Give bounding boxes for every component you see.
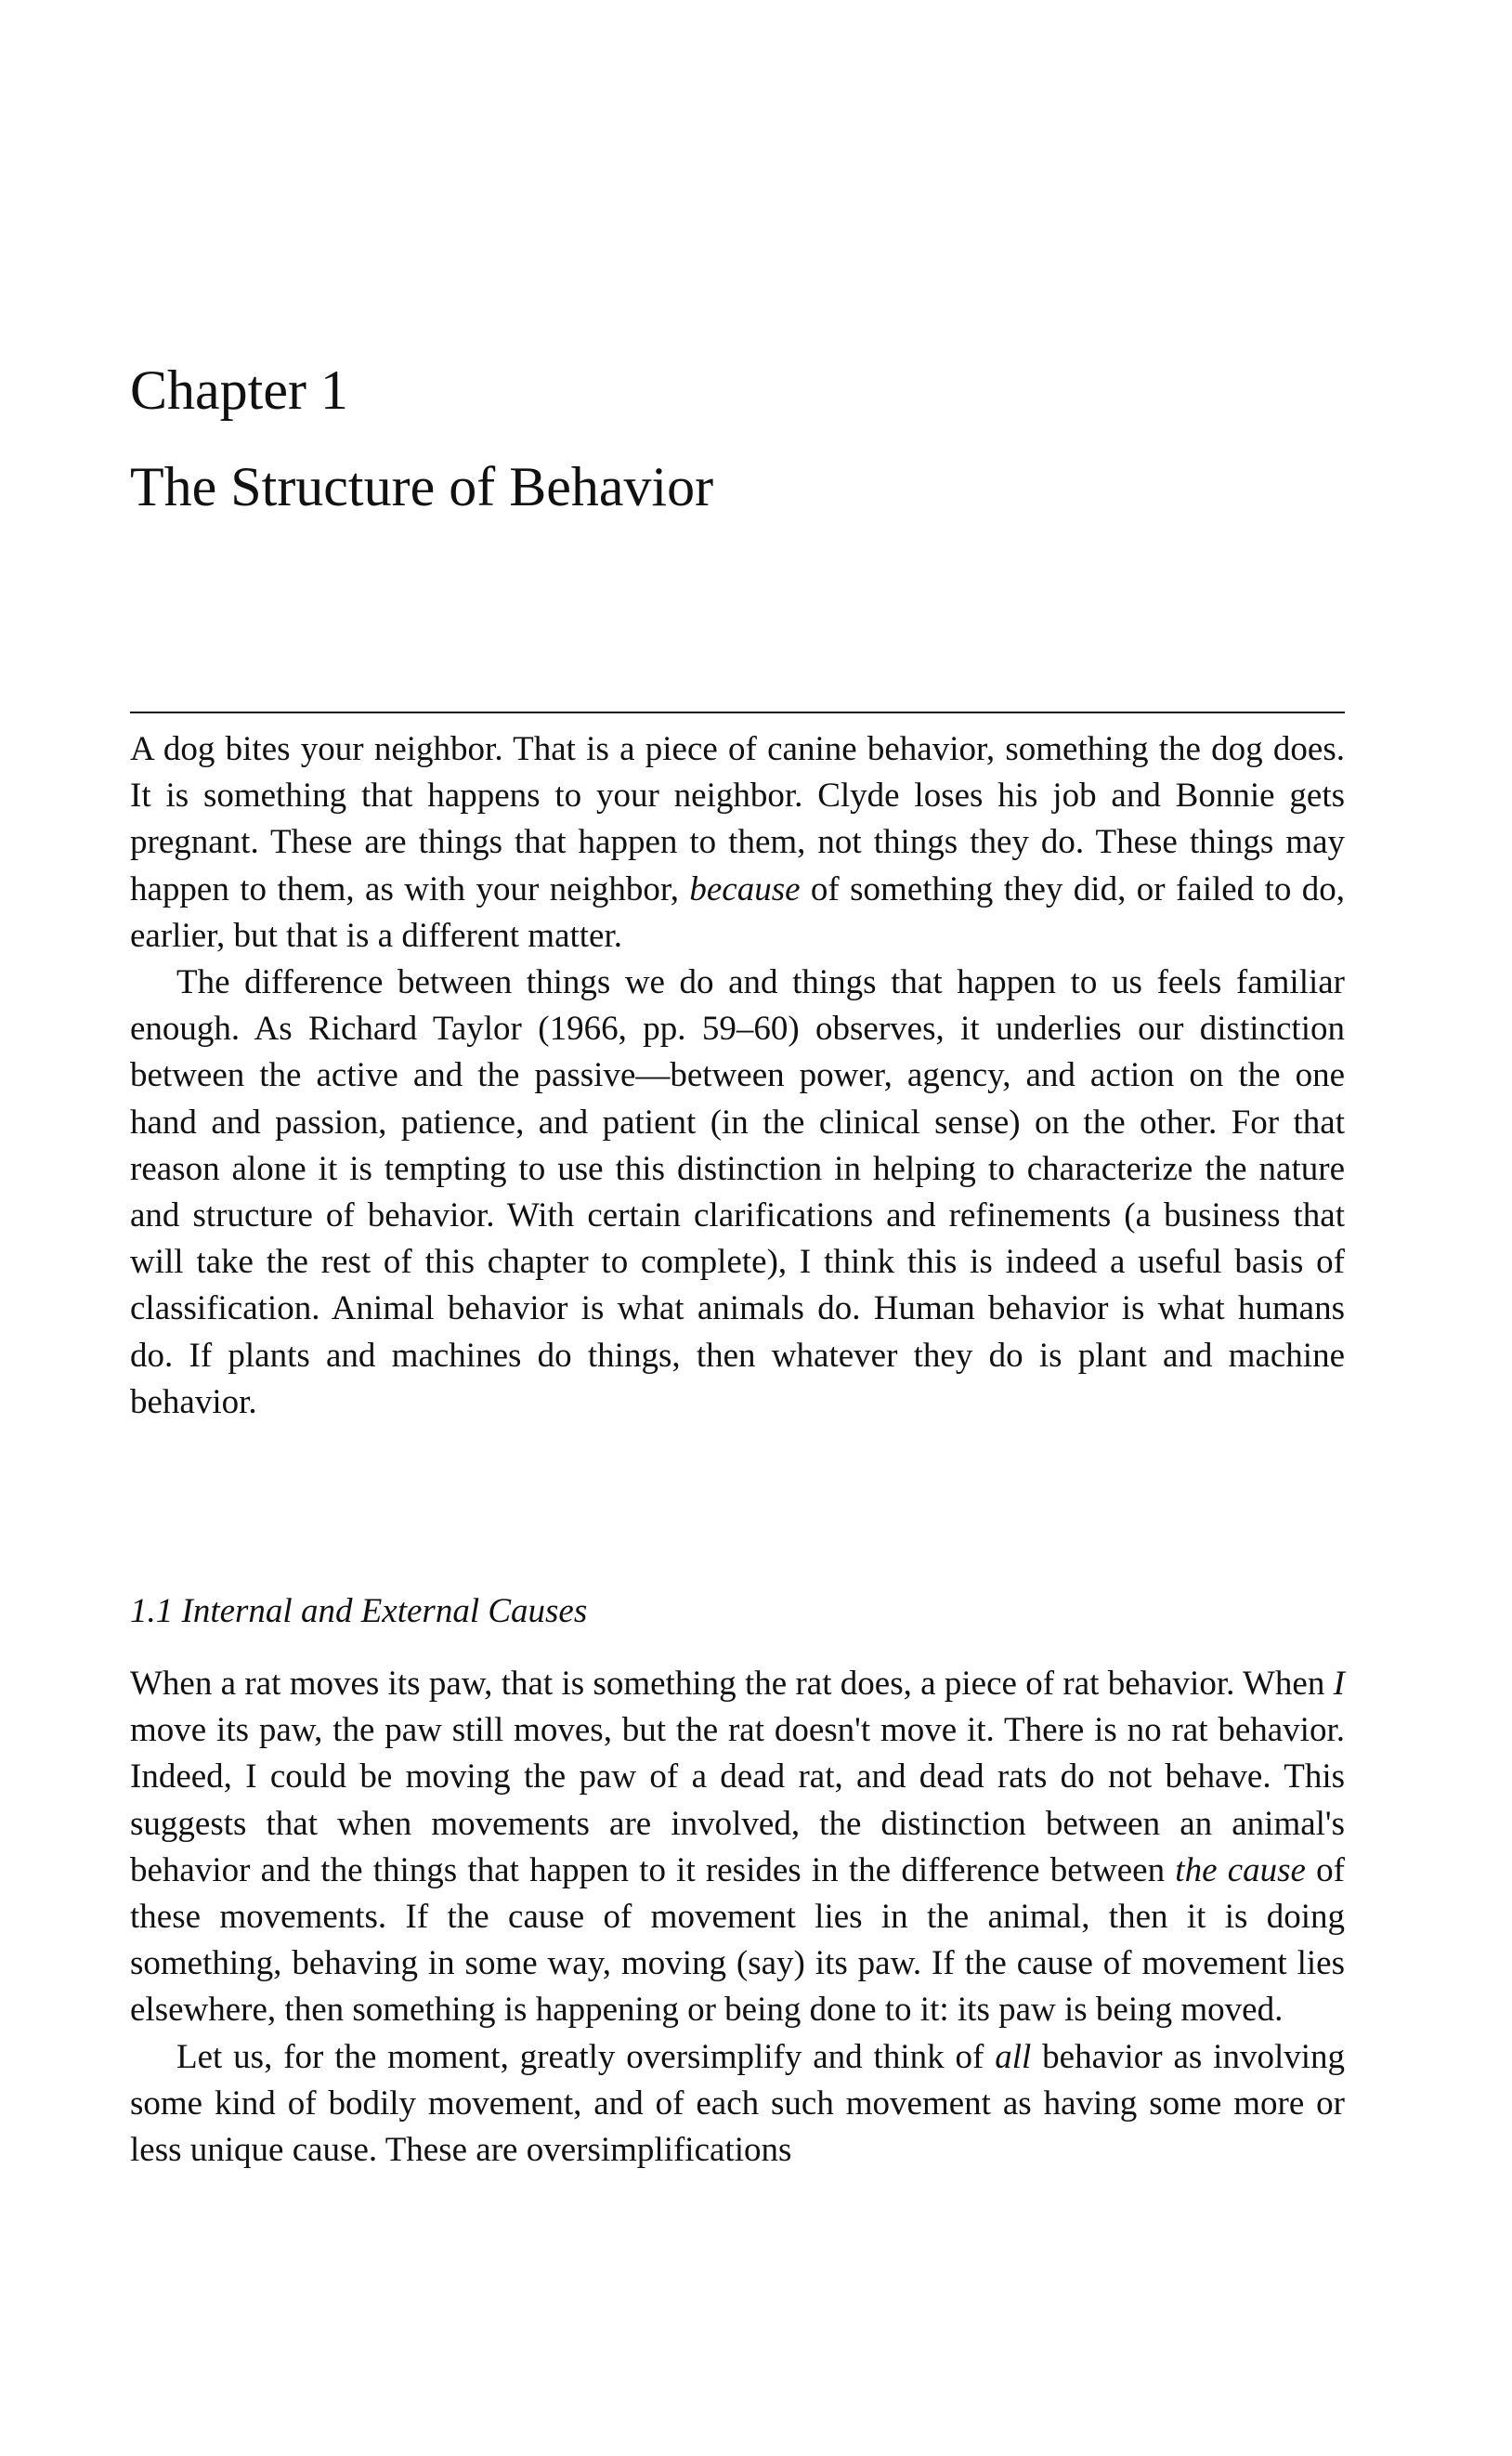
section-paragraph-1 — [130, 1661, 1345, 2034]
section-paragraph-2-part-b: behavior as involving some kind of bodily movement, and of each such movement as having some more or less unique cause. These are oversimplifications — [130, 2037, 1346, 2170]
intro-text — [130, 726, 1345, 1426]
section-paragraph-2-part-a: Let us, for the moment, greatly oversimplify and think of — [176, 2037, 996, 2076]
section-paragraph-1-part-c: of these movements. If the cause of movement lies in the animal, then it is doing something, behaving in some way, moving (say) its paw. If the cause of movement lies elsewhere, then something is happening or being done to it: its paw is being moved. — [130, 1850, 1346, 2030]
section-paragraph-1-part-b: move its paw, the paw still moves, but the rat doesn't move it. There is no rat behavior. Indeed, I could be moving the paw of a dead rat, and dead rats do not behave. This suggests that when movements are involved, the distinction between an animal's behavior and the things that happen to it resides in the difference between — [130, 1711, 1345, 1889]
intro-paragraph-1-part-b: of something they did, or failed to do, earlier, but that is a different matter. — [130, 869, 1345, 955]
section-paragraph-2 — [130, 2034, 1345, 2175]
chapter-divider — [130, 712, 1345, 713]
intro-paragraph-1-emphasis: because — [689, 869, 801, 908]
section-paragraph-1-emphasis-2: the cause — [1175, 1850, 1306, 1889]
intro-paragraph-2: The difference between things we do and things that happen to us feels familiar enough. As Richard Taylor (1966, pp. 59–60) observes, it underlies our distinction between the active and the passive—between power, agency, and action on the one hand and passion, patience, and patient (in the clinical sense) on the other. For that reason alone it is tempting to use this distinction in helping to characterize the nature and structure of behavior. With certain clarifications and refinements (a business that will take the rest of this chapter to complete), I think this is indeed a useful basis of classification. Animal behavior is what animals do. Human behavior is what humans do. If plants and machines do things, then whatever they do is plant and machine behavior. — [130, 963, 1345, 1421]
section-paragraph-2-emphasis: all — [995, 2037, 1032, 2076]
intro-paragraph-1-part-a: A dog bites your neighbor. That is a piece of canine behavior, something the dog does. It is something that happens to your neighbor. Clyde loses his job and Bonnie gets pregnant. These are things that happen to them, not things they do. These things may happen to them, as with your neighbor, — [130, 730, 1345, 908]
section-text — [130, 1661, 1345, 2174]
section-paragraph-1-part-a: When a rat moves its paw, that is something the rat does, a piece of rat behavior. When — [130, 1665, 1334, 1703]
chapter-title: The Structure of Behavior — [130, 456, 714, 517]
intro-paragraph-1 — [130, 726, 1345, 960]
section-heading: 1.1 Internal and External Causes — [130, 1592, 588, 1630]
chapter-label: Chapter 1 — [130, 359, 348, 421]
section-paragraph-1-emphasis-1: I — [1333, 1665, 1345, 1703]
